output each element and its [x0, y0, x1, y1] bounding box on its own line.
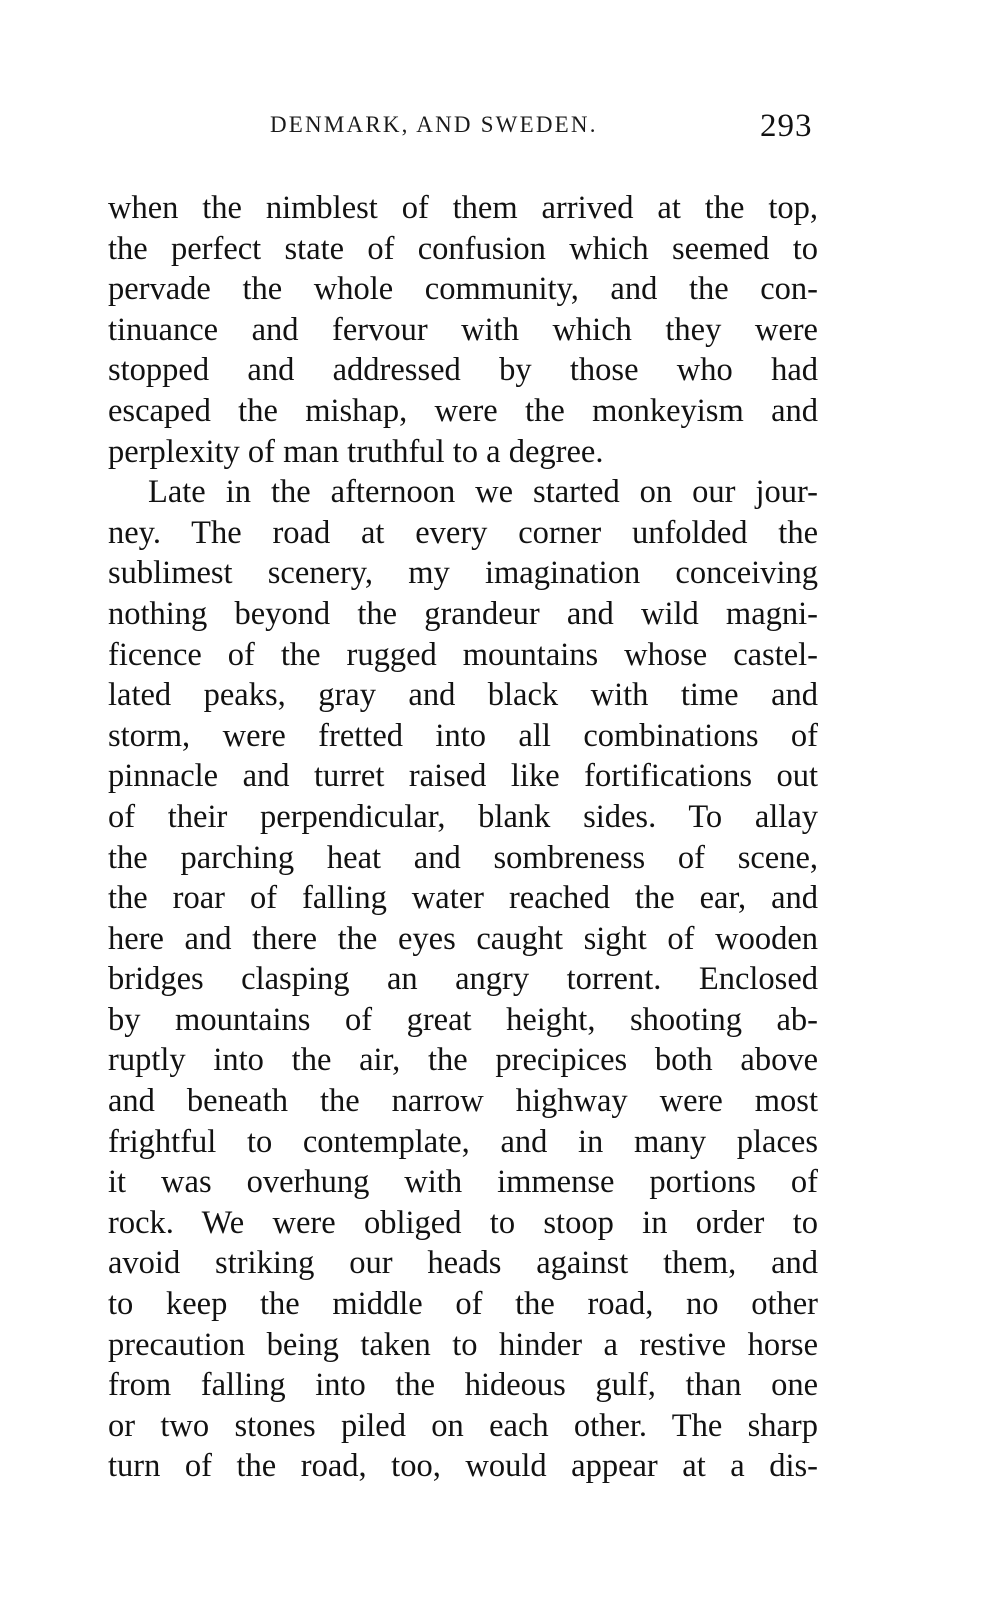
text-line: ney. The road at every corner unfolded the	[108, 514, 818, 551]
text-line: escaped the mishap, were the monkeyism and	[108, 392, 818, 429]
text-line: the perfect state of confusion which seemed to	[108, 230, 818, 267]
text-line: from falling into the hideous gulf, than one	[108, 1367, 818, 1404]
running-head-title: DENMARK, AND SWEDEN.	[270, 112, 598, 137]
text-line: precaution being taken to hinder a restive horse	[108, 1326, 818, 1363]
text-line: frightful to contemplate, and in many places	[108, 1123, 818, 1160]
text-line: by mountains of great height, shooting ab-	[108, 1001, 818, 1038]
text-line: it was overhung with immense portions of	[108, 1164, 818, 1201]
text-line: when the nimblest of them arrived at the top,	[108, 190, 818, 226]
text-line: here and there the eyes caught sight of wooden	[108, 920, 818, 957]
text-line: storm, were fretted into all combinations of	[108, 717, 818, 754]
text-line: pinnacle and turret raised like fortifications out	[108, 758, 818, 795]
text-line: turn of the road, too, would appear at a dis-	[108, 1448, 818, 1485]
text-line: Late in the afternoon we started on our jour-	[148, 474, 818, 511]
text-line: and beneath the narrow highway were most	[108, 1083, 818, 1120]
text-line: sublimest scenery, my imagination conceiving	[108, 555, 818, 592]
text-line: rock. We were obliged to stoop in order to	[108, 1204, 818, 1241]
text-line: stopped and addressed by those who had	[108, 352, 818, 389]
text-line: tinuance and fervour with which they were	[108, 311, 818, 348]
text-line: ficence of the rugged mountains whose castel-	[108, 636, 818, 673]
text-line: avoid striking our heads against them, and	[108, 1245, 818, 1282]
text-line: of their perpendicular, blank sides. To allay	[108, 798, 818, 835]
text-line: ruptly into the air, the precipices both above	[108, 1042, 818, 1079]
body-text	[108, 188, 818, 1487]
text-line: lated peaks, gray and black with time and	[108, 677, 818, 714]
text-line: nothing beyond the grandeur and wild magni-	[108, 595, 818, 632]
page-number: 293	[760, 108, 813, 144]
text-line: or two stones piled on each other. The sharp	[108, 1407, 818, 1444]
text-line: perplexity of man truthful to a degree.	[108, 433, 604, 470]
text-line: the parching heat and sombreness of scene,	[108, 839, 818, 876]
text-line: bridges clasping an angry torrent. Enclosed	[108, 961, 818, 998]
text-line: to keep the middle of the road, no other	[108, 1286, 818, 1323]
text-line: the roar of falling water reached the ear, and	[108, 880, 818, 917]
text-line: pervade the whole community, and the con-	[108, 271, 818, 308]
